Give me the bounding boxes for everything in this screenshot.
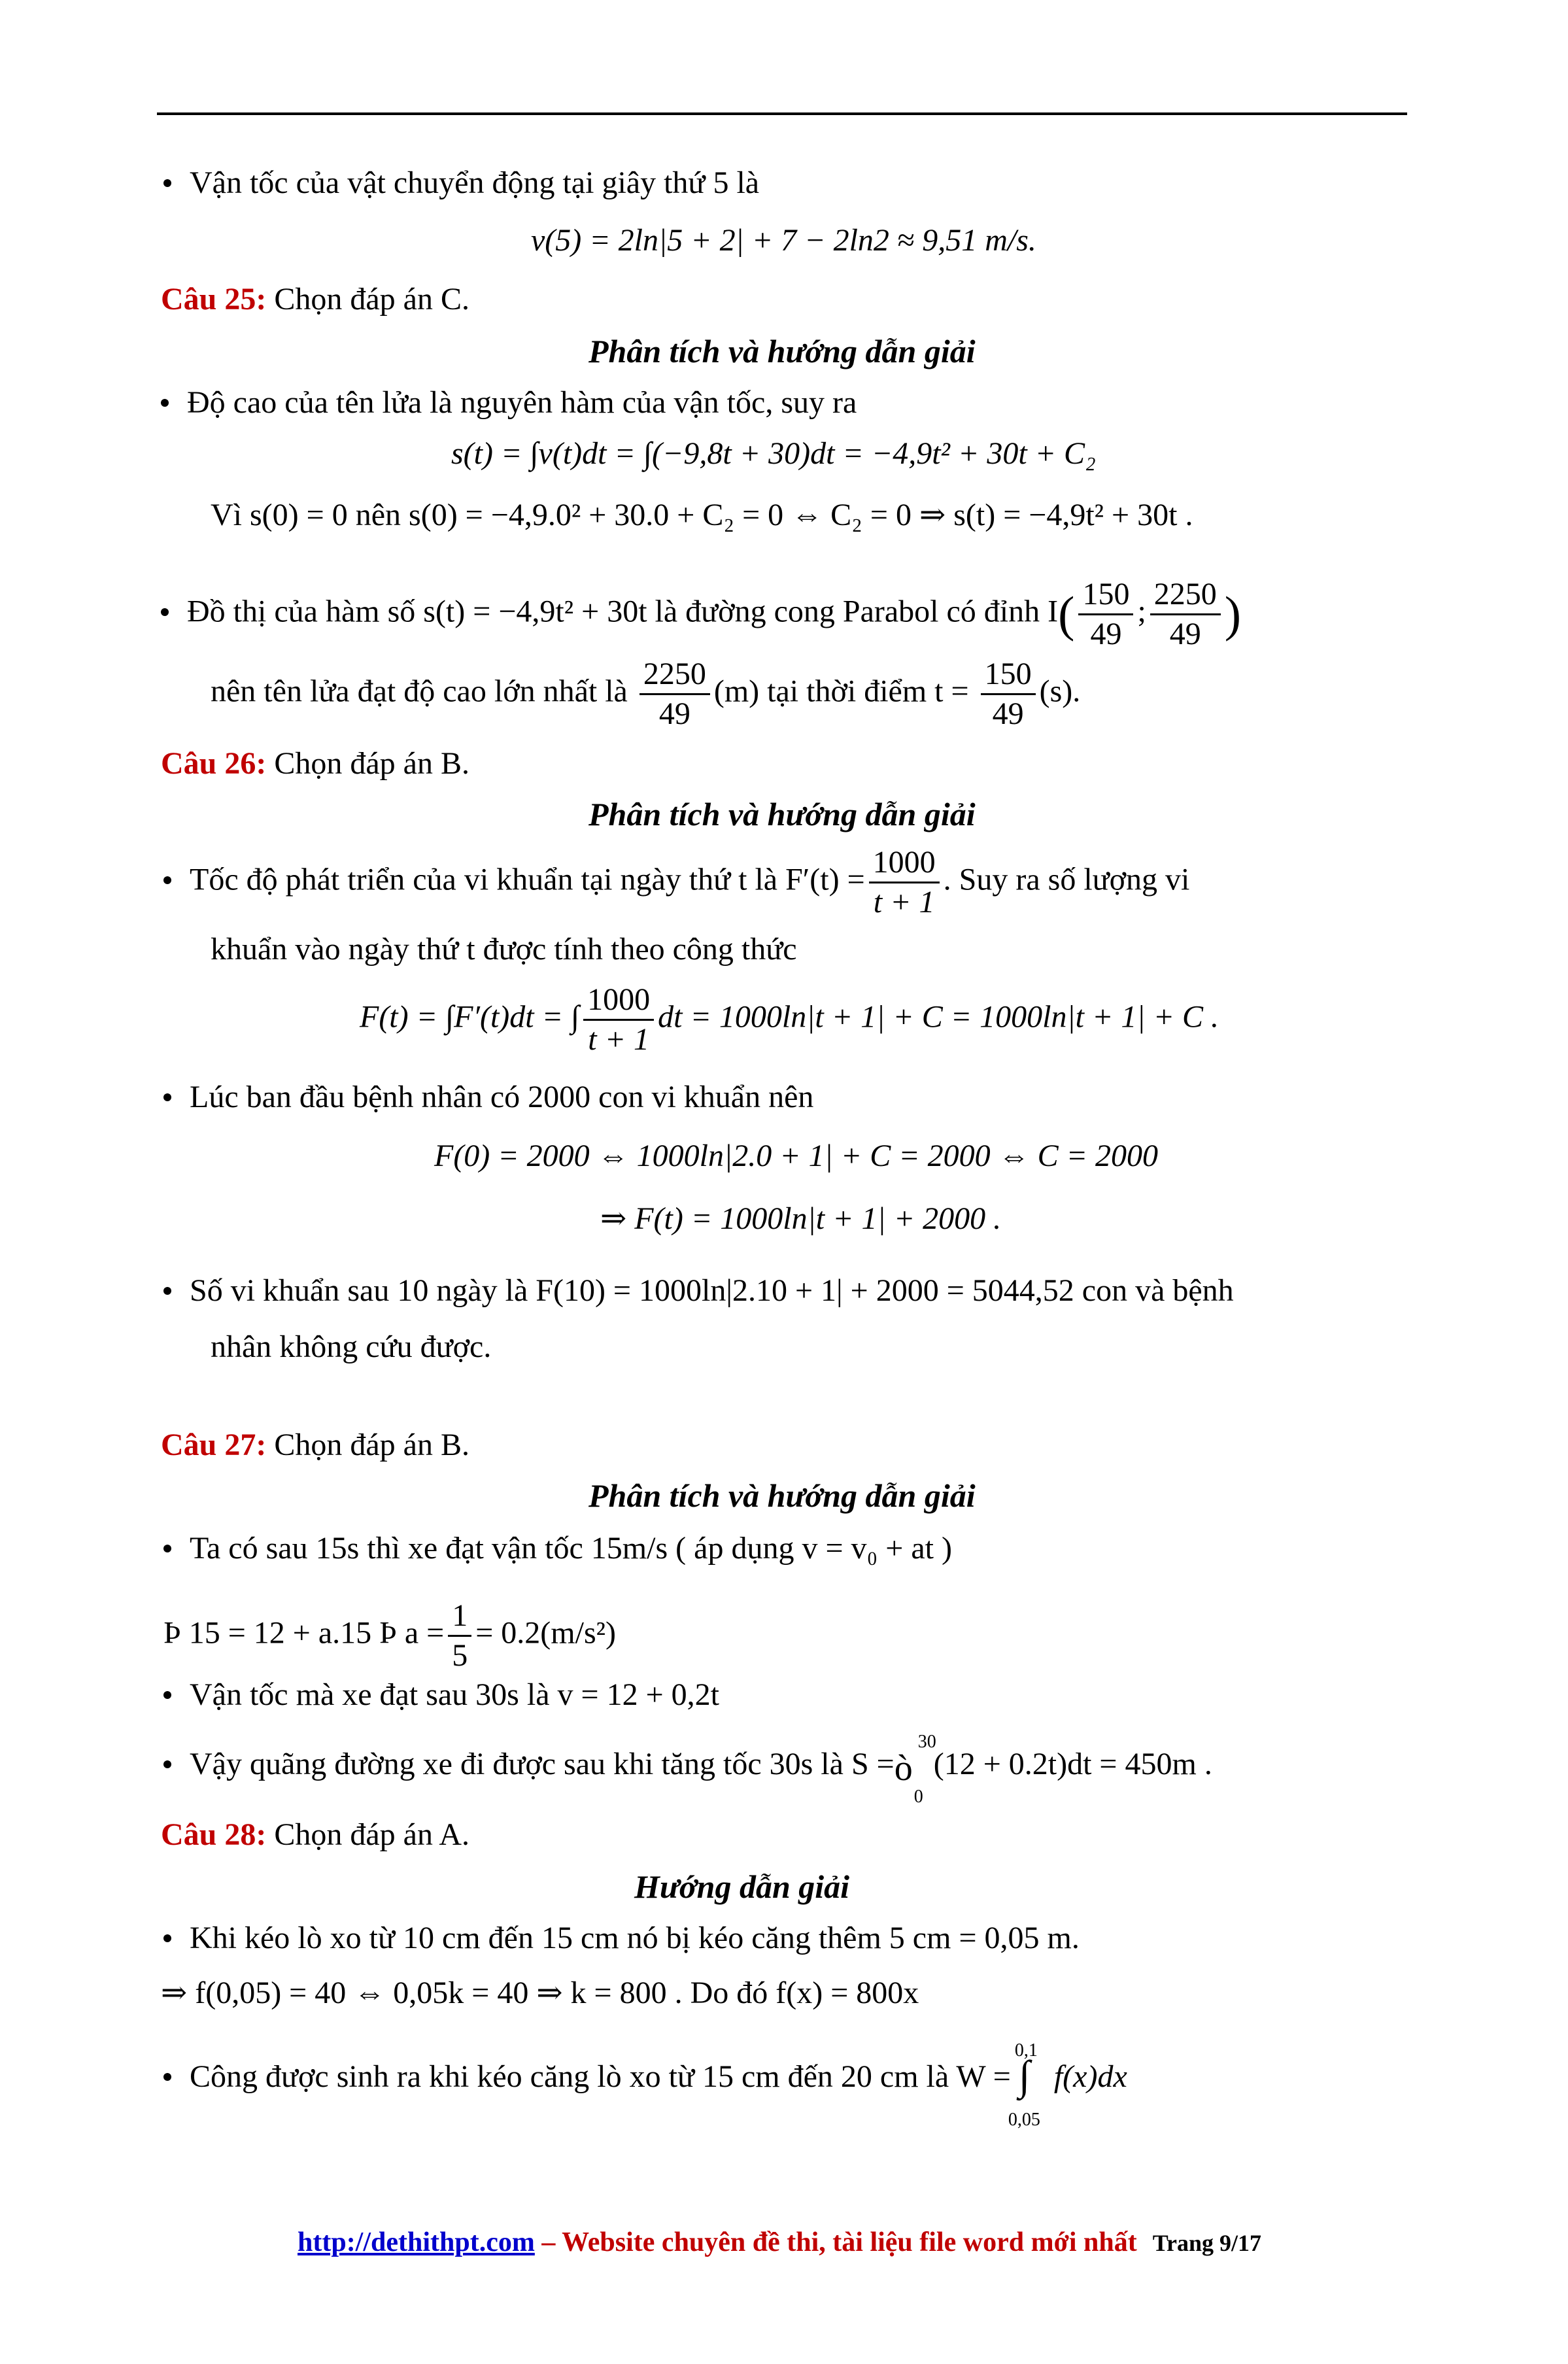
- footer: http://dethithpt.com – Website chuyên đề thi, tài liệu file word mới nhất Trang 9/17: [298, 2227, 1262, 2257]
- bullet-icon: [163, 1093, 171, 1101]
- bullet-line: Ta có sau 15s thì xe đạt vận tốc 15m/s ( áp dụng v = v₀ + at ): [163, 1529, 952, 1568]
- bullet-line: Lúc ban đầu bệnh nhân có 2000 con vi khuẩn nên: [163, 1078, 813, 1117]
- fraction: $\frac{150}{49}$: [1078, 575, 1133, 653]
- bullet-icon: [163, 179, 171, 187]
- bullet-icon: [163, 1545, 171, 1552]
- formula: ⇒ f(0,05) = 40 ⇔ 0,05k = 40 ⇒ k = 800 . Do đó f(x) = 800x: [161, 1976, 919, 2010]
- bullet-line: Khi kéo lò xo từ 10 cm đến 15 cm nó bị kéo căng thêm 5 cm = 0,05 m.: [163, 1919, 1080, 1958]
- fraction: $\frac{1000}{t + 1}$: [583, 981, 654, 1059]
- bullet-icon: [163, 1760, 171, 1768]
- bullet-line: Công được sinh ra khi kéo căng lò xo từ 15 cm đến 20 cm là W = 0,1 ∫ 0,05 f(x)dx: [163, 2057, 1127, 2099]
- section-heading: Phân tích và hướng dẫn giải: [588, 333, 976, 369]
- question-heading: Câu 27: Chọn đáp án B.: [161, 1428, 469, 1462]
- question-heading: Câu 25: Chọn đáp án C.: [161, 282, 469, 317]
- integral: 30 ò 0: [894, 1731, 936, 1807]
- bullet-line: Vận tốc mà xe đạt sau 30s là v = 12 + 0,2t: [163, 1675, 719, 1715]
- bullet-line: Độ cao của tên lửa là nguyên hàm của vận tốc, suy ra: [161, 383, 857, 422]
- question-heading: Câu 28: Chọn đáp án A.: [161, 1817, 469, 1852]
- bullet-icon: [161, 608, 169, 616]
- header-rule: [157, 112, 1407, 115]
- text-line: nên tên lửa đạt độ cao lớn nhất là $\frac{2250}{49}$ (m) tại thời điểm t = $\frac{150}{49}$ (s).: [211, 655, 1080, 733]
- bullet-line: Đồ thị của hàm số s(t) = −4,9t² + 30t là đường cong Parabol có đỉnh I( $\frac{150}{49}$ ; $\frac{2250}{49}$ ): [161, 575, 1241, 653]
- bullet-icon: [163, 1934, 171, 1942]
- bullet-icon: [163, 2073, 171, 2081]
- section-heading: Hướng dẫn giải: [634, 1868, 850, 1905]
- bullet-line: Vận tốc của vật chuyển động tại giây thứ 5 là: [163, 163, 759, 203]
- section-heading: Phân tích và hướng dẫn giải: [588, 796, 976, 832]
- integral: 0,1 ∫ 0,05: [1008, 2040, 1040, 2130]
- formula: Þ 15 = 12 + a.15 Þ a = $\frac{1}{5}$ = 0.2(m/s²): [163, 1597, 616, 1675]
- bullet-line: Vậy quãng đường xe đi được sau khi tăng tốc 30s là S = 30 ò 0 (12 + 0.2t)dt = 450m .: [163, 1745, 1212, 1787]
- fraction: $\frac{2250}{49}$: [639, 655, 710, 733]
- section-heading: Phân tích và hướng dẫn giải: [588, 1477, 976, 1514]
- fraction: $\frac{2250}{49}$: [1150, 575, 1221, 653]
- bullet-line: Tốc độ phát triển của vi khuẩn tại ngày thứ t là F′(t) = $\frac{1000}{t + 1}$ . Suy ra số lượng vi: [163, 844, 1189, 921]
- footer-link[interactable]: http://dethithpt.com: [298, 2227, 535, 2257]
- fraction: $\frac{1}{5}$: [448, 1597, 471, 1675]
- text-line: khuẩn vào ngày thứ t được tính theo công thức: [211, 932, 797, 967]
- bullet-icon: [161, 399, 169, 407]
- page-number: Trang 9/17: [1152, 2230, 1262, 2256]
- formula: F(t) = ∫F′(t)dt = ∫ $\frac{1000}{t + 1}$ dt = 1000ln|t + 1| + C = 1000ln|t + 1| + C .: [360, 981, 1219, 1059]
- formula: F(0) = 2000 ⇔ 1000ln|2.0 + 1| + C = 2000 ⇔ C = 2000: [434, 1139, 1158, 1173]
- formula: s(t) = ∫v(t)dt = ∫(−9,8t + 30)dt = −4,9t² + 30t + C₂: [451, 436, 1096, 471]
- fraction: $\frac{150}{49}$: [981, 655, 1036, 733]
- bullet-icon: [163, 1287, 171, 1295]
- question-heading: Câu 26: Chọn đáp án B.: [161, 746, 469, 781]
- formula: ⇒ F(t) = 1000ln|t + 1| + 2000 .: [600, 1201, 1002, 1236]
- bullet-icon: [163, 1691, 171, 1699]
- text-line: nhân không cứu được.: [211, 1329, 492, 1364]
- bullet-icon: [163, 876, 171, 884]
- bullet-line: Số vi khuẩn sau 10 ngày là F(10) = 1000ln|2.10 + 1| + 2000 = 5044,52 con và bệnh: [163, 1271, 1234, 1310]
- formula: Vì s(0) = 0 nên s(0) = −4,9.0² + 30.0 + C₂ = 0 ⇔ C₂ = 0 ⇒ s(t) = −4,9t² + 30t .: [211, 498, 1193, 532]
- formula: v(5) = 2ln|5 + 2| + 7 − 2ln2 ≈ 9,51 m/s.: [531, 223, 1036, 258]
- fraction: $\frac{1000}{t + 1}$: [869, 844, 940, 921]
